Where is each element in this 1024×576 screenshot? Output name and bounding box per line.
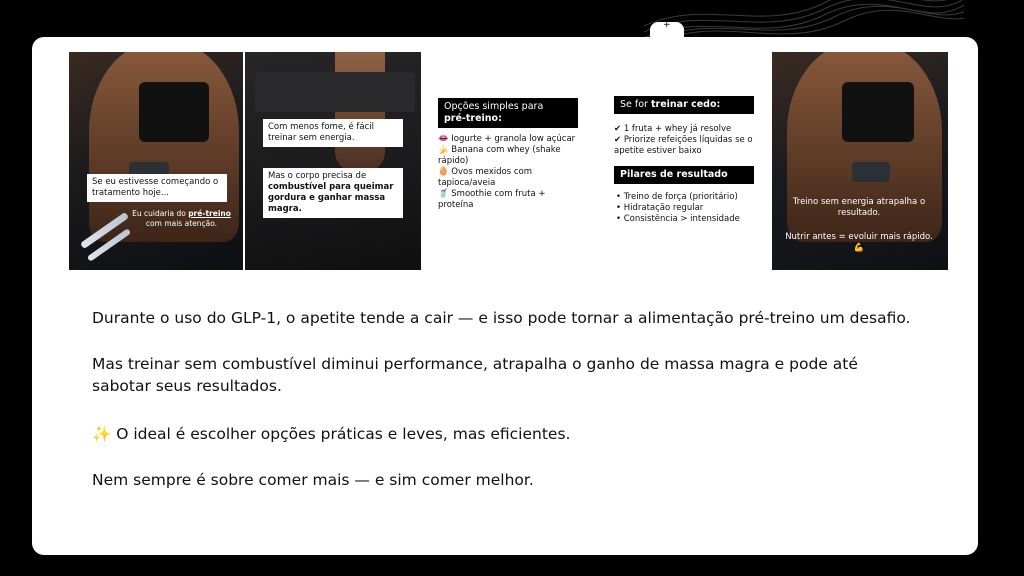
list-item: 👄 Iogurte + granola low açúcar — [438, 134, 576, 144]
sports-top — [139, 82, 209, 142]
list-item: 🥚 Ovos mexidos com tapioca/aveia — [438, 167, 532, 188]
list-item: • Hidratação regular — [616, 203, 704, 213]
question-box: Se eu estivesse começando o tratamento hoje... — [87, 174, 227, 202]
list-item: • Consistência > intensidade — [616, 214, 740, 224]
slide-2[interactable] — [245, 52, 421, 270]
sports-top — [842, 82, 914, 142]
slide-5[interactable] — [772, 52, 948, 270]
dumbbell — [852, 162, 890, 182]
list-item: 🥤 Smoothie com fruta + proteína — [438, 189, 546, 210]
paragraph-1: Durante o uso do GLP-1, o apetite tende a cair — e isso pode tornar a alimentação pré-treino um desafio. — [92, 309, 911, 327]
closing-line-2: Nutrir antes = evoluir mais rápido. 💪 — [785, 232, 933, 253]
answer-text: Eu cuidaria do pré-treino com mais atenção. — [132, 209, 231, 228]
early-training-list — [614, 124, 758, 157]
slide-3[interactable] — [436, 52, 586, 270]
content-card — [32, 37, 978, 555]
list-item: ✔ 1 fruta + whey já resolve — [614, 124, 732, 134]
pillars-header: Pilares de resultado — [614, 166, 754, 184]
closing-line-1: Treino sem energia atrapalha o resultado. — [792, 197, 926, 218]
list-item: ✔ Priorize refeições líquidas se o apetite estiver baixo — [614, 135, 753, 156]
paragraph-3: ✨ O ideal é escolher opções práticas e leves, mas eficientes. — [92, 425, 571, 443]
slide-1[interactable] — [69, 52, 243, 270]
options-header: Opções simples para pré-treino: — [438, 98, 578, 128]
arm-figure — [335, 52, 385, 172]
box-less-hunger: Com menos fome, é fácil treinar sem energia. — [263, 119, 403, 147]
pillars-list — [616, 192, 760, 225]
plus-icon[interactable]: + — [663, 20, 671, 30]
dumbbell-rack — [255, 72, 415, 112]
paragraph-4: Nem sempre é sobre comer mais — e sim comer melhor. — [92, 471, 534, 489]
early-training-header: Se for treinar cedo: — [614, 96, 754, 114]
box-fuel: Mas o corpo precisa de combustível para queimar gordura e ganhar massa magra. — [263, 168, 403, 218]
list-item: • Treino de força (prioritário) — [616, 192, 738, 202]
slide-4[interactable] — [612, 52, 760, 270]
paragraph-2: Mas treinar sem combustível diminui performance, atrapalha o ganho de massa magra e pode até sabotar seus resultados. — [92, 355, 858, 395]
decorative-waves — [644, 0, 964, 40]
options-list — [438, 134, 578, 211]
list-item: 🍌 Banana com whey (shake rápido) — [438, 145, 561, 166]
